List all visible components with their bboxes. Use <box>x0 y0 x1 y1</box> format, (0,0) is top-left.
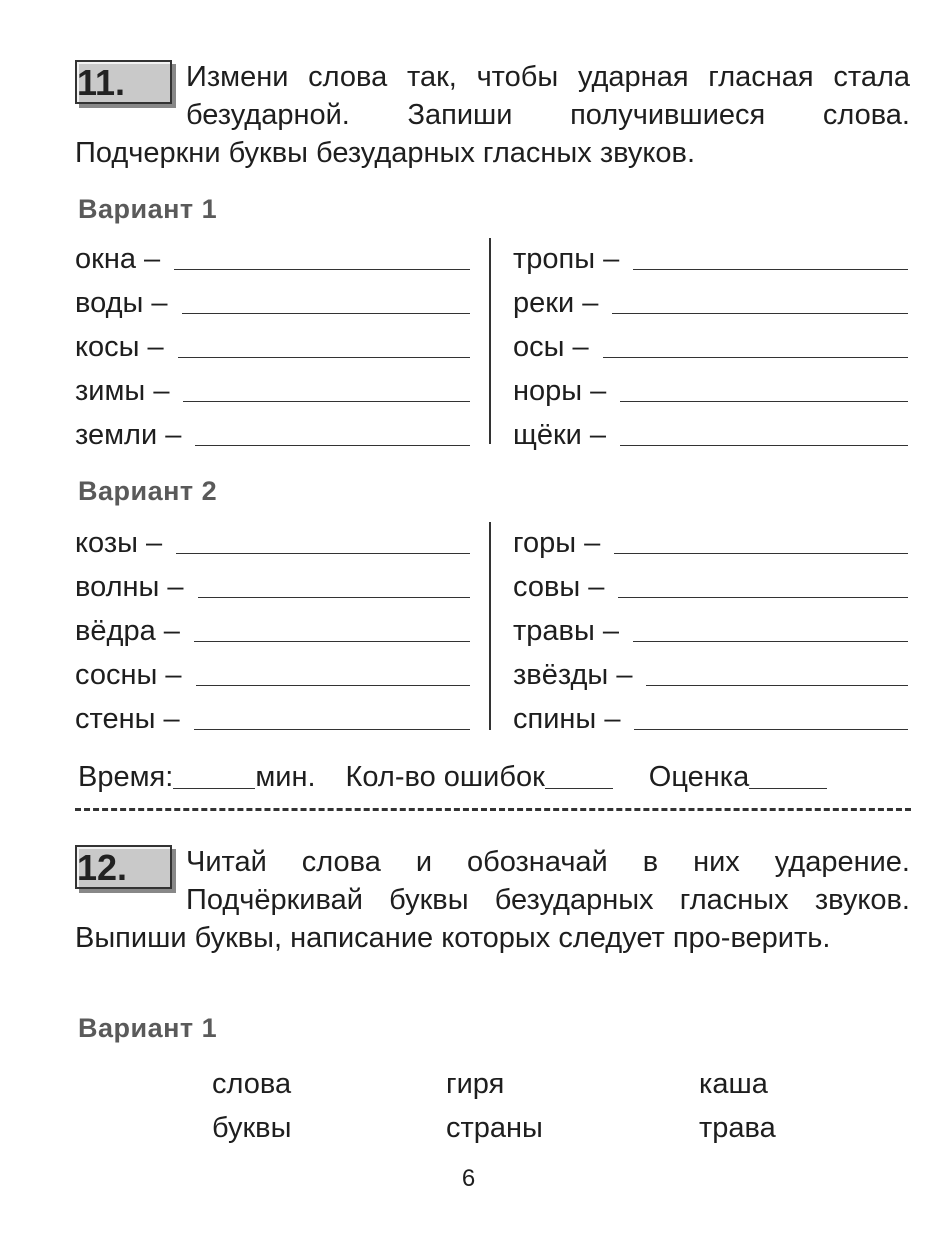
answer-blank[interactable] <box>633 641 908 642</box>
grade-blank[interactable] <box>749 760 827 789</box>
answer-row <box>513 516 908 560</box>
task-11 <box>75 58 910 172</box>
word-prompt: земли – <box>75 419 182 451</box>
task-11-number-badge: 11. <box>75 60 172 104</box>
word-prompt: совы – <box>513 571 605 603</box>
answer-row <box>513 276 908 320</box>
answer-row <box>75 276 470 320</box>
task-12-number-badge: 12. <box>75 845 172 889</box>
word: буквы <box>212 1112 292 1144</box>
word-prompt: окна – <box>75 243 161 275</box>
word-prompt: вёдра – <box>75 615 180 647</box>
task-11-v1-left-column <box>75 232 470 452</box>
answer-row <box>75 648 470 692</box>
word: трава <box>699 1112 776 1144</box>
word-prompt: сосны – <box>75 659 182 691</box>
answer-row <box>513 320 908 364</box>
word-prompt: спины – <box>513 703 621 735</box>
assessment-line <box>78 760 910 794</box>
word-prompt: осы – <box>513 331 589 363</box>
task-11-text: Измени слова так, чтобы ударная гласная стала безударной. Запиши получившиеся слова. Подчеркни буквы безударных гласных звуков. <box>75 61 910 169</box>
answer-row <box>75 604 470 648</box>
word-prompt: травы – <box>513 615 619 647</box>
answer-row <box>513 604 908 648</box>
answer-blank[interactable] <box>633 269 908 270</box>
task-11-variant-1-title: Вариант 1 <box>78 194 218 224</box>
word-prompt: зимы – <box>75 375 170 407</box>
word-prompt: звёзды – <box>513 659 633 691</box>
word-prompt: воды – <box>75 287 168 319</box>
word-row <box>212 1106 812 1150</box>
answer-blank[interactable] <box>195 445 470 446</box>
answer-row <box>513 648 908 692</box>
time-blank[interactable] <box>173 760 255 789</box>
answer-row <box>75 516 470 560</box>
answer-blank[interactable] <box>603 357 908 358</box>
task-11-v2-right-column <box>513 516 908 736</box>
word: слова <box>212 1068 292 1100</box>
answer-blank[interactable] <box>612 313 908 314</box>
answer-row <box>75 692 470 736</box>
word-prompt: тропы – <box>513 243 620 275</box>
answer-blank[interactable] <box>183 401 470 402</box>
task-12-instructions <box>75 843 910 957</box>
grade-label: Оценка <box>648 761 750 793</box>
task-11-v1-right-column <box>513 232 908 452</box>
answer-blank[interactable] <box>174 269 470 270</box>
answer-row <box>513 364 908 408</box>
word-prompt: щёки – <box>513 419 607 451</box>
answer-blank[interactable] <box>646 685 908 686</box>
answer-blank[interactable] <box>194 641 470 642</box>
answer-blank[interactable] <box>178 357 470 358</box>
answer-blank[interactable] <box>182 313 470 314</box>
column-divider <box>489 522 491 730</box>
task-12 <box>75 843 910 957</box>
errors-blank[interactable] <box>545 760 613 789</box>
word: страны <box>446 1112 543 1144</box>
task-11-v2-left-column <box>75 516 470 736</box>
word-prompt: стены – <box>75 703 180 735</box>
answer-row <box>75 320 470 364</box>
answer-blank[interactable] <box>634 729 908 730</box>
answer-blank[interactable] <box>176 553 470 554</box>
column-divider <box>489 238 491 444</box>
task-12-variant-1-title: Вариант 1 <box>78 1013 218 1043</box>
minutes-label: мин. <box>255 761 316 793</box>
answer-blank[interactable] <box>194 729 470 730</box>
answer-row <box>513 232 908 276</box>
answer-blank[interactable] <box>618 597 908 598</box>
answer-blank[interactable] <box>196 685 471 686</box>
task-11-variant-2-title: Вариант 2 <box>78 476 218 506</box>
answer-row <box>75 408 470 452</box>
answer-blank[interactable] <box>614 553 908 554</box>
task-12-word-grid <box>212 1062 812 1150</box>
word-prompt: реки – <box>513 287 599 319</box>
word: гиря <box>446 1068 505 1100</box>
answer-row <box>513 408 908 452</box>
task-11-instructions <box>75 58 910 172</box>
word-row <box>212 1062 812 1106</box>
answer-row <box>513 560 908 604</box>
answer-row <box>75 232 470 276</box>
dashed-separator <box>75 808 911 811</box>
page-number: 6 <box>461 1165 476 1192</box>
word-prompt: козы – <box>75 527 163 559</box>
answer-blank[interactable] <box>620 445 908 446</box>
answer-row <box>513 692 908 736</box>
answer-blank[interactable] <box>620 401 908 402</box>
task-12-text: Читай слова и обозначай в них ударение. Подчёркивай буквы безударных гласных звуков. Выпиши буквы, написание которых следует про-верить. <box>75 846 910 954</box>
word-prompt: горы – <box>513 527 601 559</box>
time-label: Время: <box>78 761 174 793</box>
word-prompt: волны – <box>75 571 184 603</box>
answer-row <box>75 364 470 408</box>
answer-blank[interactable] <box>198 597 470 598</box>
word: каша <box>699 1068 768 1100</box>
word-prompt: косы – <box>75 331 164 363</box>
errors-label: Кол-во ошибок <box>345 761 545 793</box>
word-prompt: норы – <box>513 375 607 407</box>
answer-row <box>75 560 470 604</box>
